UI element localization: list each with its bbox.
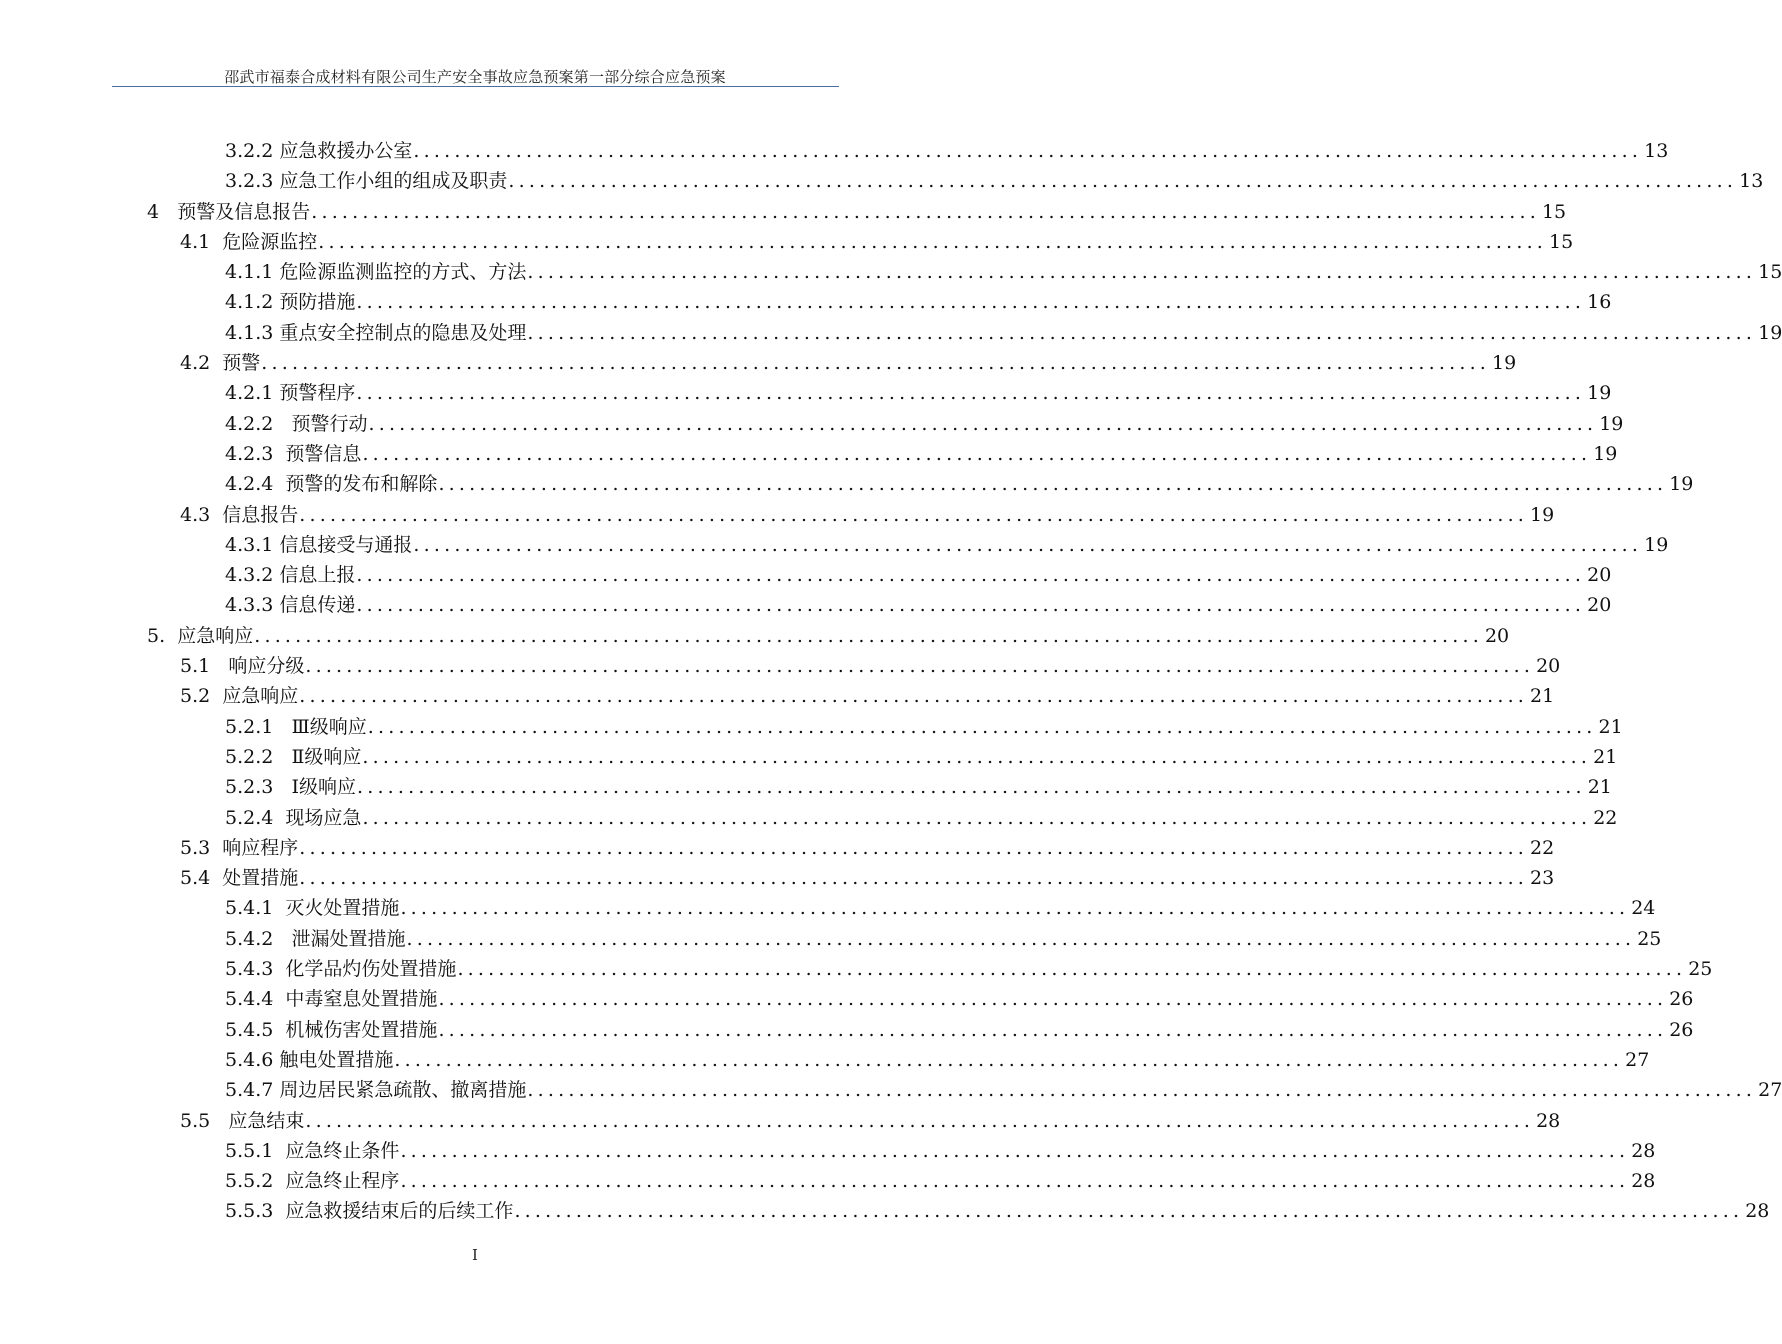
toc-entry-page: 19 [1587,382,1612,405]
toc-entry-page: 26 [1669,1018,1694,1041]
toc-dot-leader: ........................................................................................................................ [527,261,1757,284]
toc-entry-title: 4.2 预警 [180,352,261,375]
toc-dot-leader: ........................................................................................................................ [356,776,1586,799]
toc-entry[interactable] [0,166,1764,196]
toc-entry-title: 5.4.6 触电处置措施 [225,1048,394,1071]
toc-entry-page: 19 [1492,352,1517,375]
toc-dot-leader: ........................................................................................................................ [356,564,1586,587]
toc-entry[interactable] [0,681,1555,711]
toc-entry[interactable] [0,500,1555,530]
toc-entry[interactable] [0,924,1662,954]
toc-entry-title: 5.2.2 Ⅱ级响应 [225,745,362,768]
toc-entry-title: 4.2.3 预警信息 [225,442,362,465]
toc-dot-leader: ........................................................................................................................ [413,140,1643,162]
toc-entry[interactable] [0,590,1612,620]
toc-entry-page: 28 [1631,1170,1656,1193]
toc-entry-title: 4.1.3 重点安全控制点的隐患及处理 [225,321,527,344]
toc-entry-page: 22 [1530,836,1555,859]
toc-dot-leader: ........................................................................................................................ [367,715,1597,738]
toc-entry-page: 19 [1530,503,1555,526]
toc-entry-page: 16 [1587,291,1612,314]
toc-entry-title: 4.3.2 信息上报 [225,564,356,587]
toc-dot-leader: ........................................................................................................................ [362,745,1592,768]
toc-entry[interactable] [0,227,1574,257]
toc-entry[interactable] [0,469,1694,499]
toc-dot-leader: ........................................................................................................................ [362,442,1592,465]
toc-entry[interactable] [0,803,1618,833]
toc-entry[interactable] [0,833,1555,863]
toc-entry-title: 4.1.1 危险源监测监控的方式、方法 [225,261,527,284]
toc-entry[interactable] [0,1166,1656,1196]
toc-dot-leader: ........................................................................................................................ [413,533,1643,556]
toc-entry-title: 5.5.2 应急终止程序 [225,1170,400,1193]
toc-dot-leader: ........................................................................................................................ [400,897,1630,920]
toc-entry[interactable] [0,287,1612,317]
toc-entry-title: 5.5.1 应急终止条件 [225,1139,400,1162]
toc-dot-leader: ........................................................................................................................ [356,291,1586,314]
toc-entry-page: 21 [1530,685,1555,708]
toc-entry-title: 4.2.2 预警行动 [225,412,368,435]
toc-entry[interactable] [0,742,1618,772]
toc-entry-page: 23 [1530,867,1555,890]
toc-entry-page: 21 [1593,745,1618,768]
toc-dot-leader: ........................................................................................................................ [394,1048,1624,1071]
toc-entry-title: 4.1.2 预防措施 [225,291,356,314]
toc-entry-title: 5.1 响应分级 [180,655,305,678]
toc-entry[interactable] [0,378,1612,408]
toc-entry-title: 5.3 响应程序 [180,836,299,859]
toc-entry-page: 24 [1631,897,1656,920]
toc-dot-leader: ........................................................................................................................ [527,1079,1757,1102]
toc-dot-leader: ........................................................................................................................ [305,655,1535,678]
toc-entry-page: 19 [1669,473,1694,496]
toc-dot-leader: ........................................................................................................................ [368,412,1598,435]
toc-entry-page: 19 [1644,533,1669,556]
toc-entry[interactable] [0,530,1669,560]
toc-entry[interactable] [0,136,1669,166]
toc-dot-leader: ........................................................................................................................ [438,988,1668,1011]
toc-dot-leader: ........................................................................................................................ [254,624,1483,647]
toc-dot-leader: ........................................................................................................................ [438,473,1668,496]
document-title: 邵武市福泰合成材料有限公司生产安全事故应急预案第一部分综合应急预案 [224,68,726,86]
toc-entry[interactable] [0,651,1561,681]
toc-entry-title: 4.2.4 预警的发布和解除 [225,473,438,496]
toc-entry-title: 5.2 应急响应 [180,685,299,708]
toc-dot-leader: ........................................................................................................................ [299,503,1529,526]
toc-entry-title: 4.3.3 信息传递 [225,594,356,617]
toc-dot-leader: ........................................................................................................................ [438,1018,1668,1041]
toc-entry[interactable] [0,197,1567,227]
toc-entry[interactable] [0,772,1612,802]
toc-dot-leader: ........................................................................................................................ [356,594,1586,617]
toc-entry-page: 21 [1587,776,1612,799]
toc-entry[interactable] [0,1136,1656,1166]
toc-dot-leader: ........................................................................................................................ [299,685,1529,708]
toc-entry-title: 5.4.5 机械伤害处置措施 [225,1018,438,1041]
toc-entry-page: 19 [1593,442,1618,465]
header-divider [112,86,839,87]
toc-entry-page: 13 [1644,140,1669,162]
toc-entry-page: 28 [1745,1200,1770,1223]
toc-entry-title: 4 预警及信息报告 [147,200,311,223]
toc-entry-title: 5.2.4 现场应急 [225,806,362,829]
toc-entry-page: 28 [1536,1109,1561,1132]
table-of-contents [0,136,1782,1227]
toc-entry[interactable] [0,984,1694,1014]
toc-entry[interactable] [0,954,1713,984]
toc-entry-page: 25 [1637,927,1662,950]
toc-dot-leader: ........................................................................................................................ [406,927,1636,950]
toc-entry-title: 4.1 危险源监控 [180,230,318,253]
toc-entry-page: 22 [1593,806,1618,829]
toc-dot-leader: ........................................................................................................................ [400,1139,1630,1162]
toc-entry[interactable] [0,1196,1770,1226]
toc-entry[interactable] [0,621,1510,651]
toc-entry-title: 5.4.4 中毒窒息处置措施 [225,988,438,1011]
toc-entry-page: 19 [1758,321,1782,344]
toc-entry-title: 4.3 信息报告 [180,503,299,526]
toc-entry-title: 4.3.1 信息接受与通报 [225,533,413,556]
toc-entry-title: 5.2.1 Ⅲ级响应 [225,715,367,738]
toc-entry-page: 27 [1758,1079,1782,1102]
toc-entry-page: 20 [1587,594,1612,617]
toc-dot-leader: ........................................................................................................................ [311,200,1540,223]
toc-dot-leader: ........................................................................................................................ [400,1170,1630,1193]
toc-dot-leader: ........................................................................................................................ [318,230,1548,253]
toc-entry-page: 27 [1625,1048,1650,1071]
toc-entry[interactable] [0,863,1555,893]
toc-dot-leader: ........................................................................................................................ [356,382,1586,405]
toc-entry-title: 3.2.2 应急救援办公室 [225,140,413,162]
toc-entry-title: 5.4 处置措施 [180,867,299,890]
toc-entry[interactable] [0,257,1782,287]
toc-entry[interactable] [0,409,1624,439]
toc-entry-title: 4.2.1 预警程序 [225,382,356,405]
toc-entry-page: 28 [1631,1139,1656,1162]
toc-entry-title: 5.5 应急结束 [180,1109,305,1132]
toc-dot-leader: ........................................................................................................................ [305,1109,1535,1132]
toc-entry-page: 26 [1669,988,1694,1011]
toc-entry-title: 5. 应急响应 [147,624,254,647]
toc-dot-leader: ........................................................................................................................ [508,170,1738,193]
toc-entry[interactable] [0,439,1618,469]
toc-entry-page: 20 [1587,564,1612,587]
toc-dot-leader: ........................................................................................................................ [457,958,1687,981]
toc-entry-title: 5.5.3 应急救援结束后的后续工作 [225,1200,514,1223]
toc-dot-leader: ........................................................................................................................ [362,806,1592,829]
toc-entry-page: 21 [1598,715,1623,738]
toc-entry-title: 5.4.3 化学品灼伤处置措施 [225,958,457,981]
toc-dot-leader: ........................................................................................................................ [261,352,1491,375]
toc-entry-title: 5.2.3 Ⅰ级响应 [225,776,356,799]
toc-entry[interactable] [0,1075,1782,1105]
toc-dot-leader: ........................................................................................................................ [299,836,1529,859]
toc-entry[interactable] [0,893,1656,923]
toc-entry-title: 5.4.7 周边居民紧急疏散、撤离措施 [225,1079,527,1102]
toc-entry-page: 19 [1599,412,1624,435]
toc-dot-leader: ........................................................................................................................ [299,867,1529,890]
toc-entry-page: 20 [1484,624,1510,647]
toc-entry-page: 20 [1536,655,1561,678]
toc-dot-leader: ........................................................................................................................ [527,321,1757,344]
toc-dot-leader: ........................................................................................................................ [514,1200,1744,1223]
toc-entry[interactable] [0,1045,1650,1075]
toc-entry-page: 15 [1541,200,1567,223]
toc-entry-page: 13 [1739,170,1764,193]
toc-entry[interactable] [0,560,1612,590]
toc-entry-page: 15 [1758,261,1782,284]
toc-entry-title: 5.4.1 灭火处置措施 [225,897,400,920]
toc-entry-title: 5.4.2 泄漏处置措施 [225,927,406,950]
toc-entry[interactable] [0,712,1623,742]
toc-entry[interactable] [0,1106,1561,1136]
toc-entry[interactable] [0,1015,1694,1045]
toc-entry[interactable] [0,348,1517,378]
toc-entry-page: 25 [1688,958,1713,981]
toc-entry-page: 15 [1549,230,1574,253]
toc-entry[interactable] [0,318,1782,348]
toc-entry-title: 3.2.3 应急工作小组的组成及职责 [225,170,508,193]
page-number: I [472,1246,478,1264]
